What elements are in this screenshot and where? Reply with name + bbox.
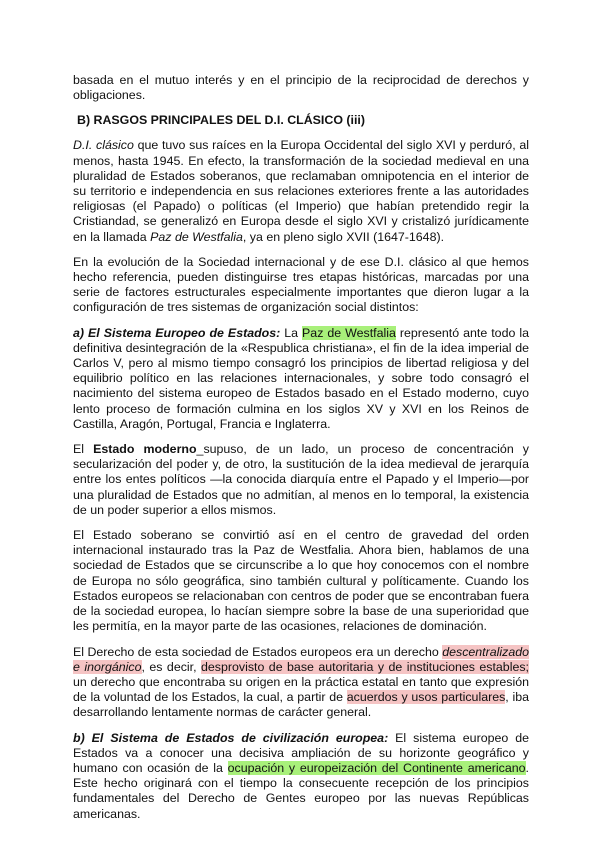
highlight-continente-americano: ocupación y europeización del Continente americano: [227, 760, 526, 775]
p4-text: _supuso, de un lado, un proceso de concentración y secularización del poder y, de otro, la sustitución de la idea medieval de jerarquía entre los entes políticos —la conocida diarquía entre el Papado y el Imperio—por una pluralidad de Estados que no admitían, al menos en lo temporal, la existencia de un poder superior a ellos mismos.: [73, 442, 530, 517]
paragraph-estado-moderno: [73, 442, 529, 518]
highlight-desprovisto: desprovisto de base autoritaria y de instituciones estables;: [201, 659, 529, 674]
intro-tail-paragraph: basada en el mutuo interés y en el principio de la reciprocidad de derechos y obligaciones.: [73, 73, 529, 103]
highlight-paz-westfalia: Paz de Westfalia: [302, 325, 396, 340]
p4-lead: El: [73, 442, 94, 457]
term-di-clasico: D.I. clásico: [73, 138, 134, 153]
paragraph-di-clasico: [73, 138, 529, 244]
p6-text-c: un derecho que encontraba su origen en la práctica estatal en tanto que expresión de la voluntad de los Estados, la cual, a partir de: [73, 674, 529, 705]
p1-text-b: , ya en pleno siglo XVII (1647-1648).: [242, 229, 445, 244]
paragraph-evolution: En la evolución de la Sociedad internacional y de ese D.I. clásico al que hemos hecho referencia, pueden distinguirse tres etapas históricas, marcadas por una serie de factores estructurales especialmente importantes que dieron lugar a la configuración de tres sistemas de organización social distintos:: [73, 254, 529, 315]
term-estado-moderno: Estado moderno: [93, 442, 197, 457]
p6-text-d: , iba desarrollando lentamente normas de carácter general.: [73, 690, 529, 720]
p3-text-a: La: [280, 325, 303, 340]
term-paz-westfalia: Paz de Westfalia: [150, 229, 243, 244]
section-heading: B) RASGOS PRINCIPALES DEL D.I. CLÁSICO (iii): [77, 113, 365, 128]
highlight-descentralizado: descentralizado e inorgánico: [73, 644, 530, 674]
highlight-acuerdos: acuerdos y usos particulares: [346, 690, 506, 705]
p7-text-b: . Este hecho originará con el tiempo la consecuente recepción de los principios fundamentales del Derecho de Gentes europeo por las nuevas Repúblicas americanas.: [73, 760, 529, 821]
subheading-sistema-europeo: a) El Sistema Europeo de Estados:: [73, 325, 281, 340]
paragraph-derecho: [73, 645, 529, 721]
p6-text-a: El Derecho de esta sociedad de Estados europeos era un derecho: [73, 644, 443, 659]
p1-text-a: que tuvo sus raíces en la Europa Occidental del siglo XVI y perduró, al menos, hasta 1945. En efecto, la transformación de la sociedad medieval en una pluralidad de Estados soberanos, que reclamaban omnipotencia en el interior de su territorio e independencia en sus relaciones exteriores frente a las autoridades religiosas (el Papado) o políticas (el Imperio) que habían pretendido regir la Cristiandad, se generalizó en Europa desde el siglo XVI y cristalizó jurídicamente en la llamada: [73, 138, 529, 244]
paragraph-estado-soberano: El Estado soberano se convirtió así en el centro de gravedad del orden internacional instaurado tras la Paz de Westfalia. Ahora bien, hablamos de una sociedad de Estados que se circunscribe a lo que hoy conocemos con el nombre de Europa no sólo geográfica, sino también cultural y políticamente. Cuando los Estados europeos se relacionaban con centros de poder que se encontraban fuera de la sociedad europea, lo hacían siempre sobre la base de una superioridad que les permitía, en la mayor parte de las ocasiones, relaciones de dominación.: [73, 528, 529, 634]
p3-text-b: representó ante todo la definitiva desintegración de la «Respublica christiana», el fin de la idea imperial de Carlos V, pero al mismo tiempo consagró los principios de libertad religiosa y del equilibrio político en las relaciones internacionales, y sobre todo consagró el nacimiento del sistema europeo de Estados basado en el Estado moderno, cuyo lento proceso de formación culmina en los siglos XV y XVI en los Reinos de Castilla, Aragón, Portugal, Francia e Inglaterra.: [73, 325, 530, 431]
p7-text-a: El sistema europeo de Estados va a conocer una decisiva ampliación de su horizonte geográfico y humano con ocasión de la: [73, 730, 529, 775]
paragraph-sistema-europeo: [73, 326, 529, 432]
paragraph-civilizacion-europea: [73, 731, 529, 822]
p6-text-b: , es decir,: [141, 659, 201, 674]
subheading-civilizacion-europea: b) El Sistema de Estados de civilización europea:: [73, 730, 389, 745]
